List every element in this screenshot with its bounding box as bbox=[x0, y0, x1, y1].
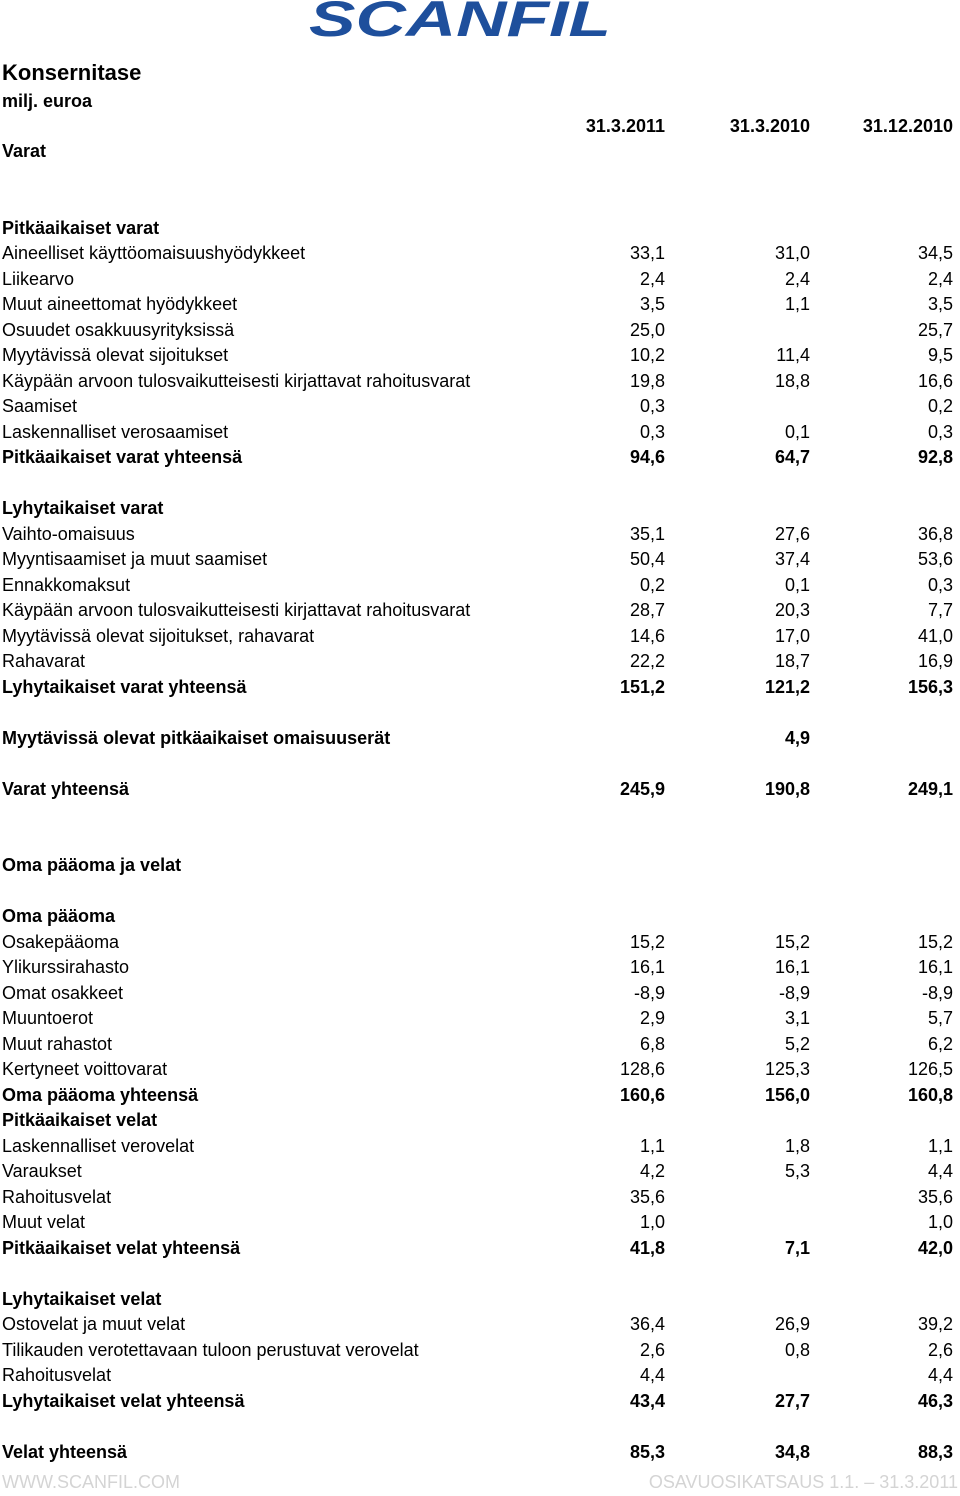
row-value: 0,3 bbox=[639, 421, 665, 442]
row-label: Tilikauden verotettavaan tuloon perustuvat verovelat bbox=[2, 1339, 419, 1360]
row-label: Osuudet osakkuusyrityksissä bbox=[2, 319, 235, 340]
row-label: Rahoitusvelat bbox=[2, 1365, 112, 1385]
row-label: Lyhytaikaiset varat yhteensä bbox=[2, 676, 247, 697]
row-value: 46,3 bbox=[917, 1390, 953, 1411]
row-value: 16,6 bbox=[917, 370, 953, 391]
row-value: 25,0 bbox=[629, 319, 665, 340]
row-value: 25,7 bbox=[917, 319, 953, 340]
row-value: 15,2 bbox=[917, 931, 953, 952]
row-label: Rahoitusvelat bbox=[2, 1186, 112, 1207]
row-value: 27,6 bbox=[774, 523, 810, 544]
table-row-spacer bbox=[0, 1261, 960, 1287]
row-value: 0,2 bbox=[639, 574, 665, 595]
table-row bbox=[0, 1134, 960, 1160]
table-row bbox=[0, 369, 960, 395]
row-value: 2,4 bbox=[639, 268, 665, 289]
table-row-heading bbox=[0, 726, 960, 752]
row-label: Saamiset bbox=[2, 396, 78, 416]
row-label: Myytävissä olevat sijoitukset, rahavarat bbox=[2, 625, 315, 646]
row-value: 2,4 bbox=[784, 268, 810, 289]
row-label: Laskennalliset verosaamiset bbox=[2, 421, 229, 442]
table-row-heading bbox=[0, 1389, 960, 1415]
row-value: 1,8 bbox=[784, 1135, 810, 1156]
table-row-heading bbox=[0, 1108, 960, 1134]
row-value: 6,2 bbox=[927, 1033, 953, 1054]
table-row-heading bbox=[0, 1083, 960, 1109]
row-value: 18,8 bbox=[774, 370, 810, 391]
table-row-heading bbox=[0, 1287, 960, 1313]
table-row bbox=[0, 930, 960, 956]
row-value: 2,6 bbox=[639, 1339, 665, 1360]
row-value: -8,9 bbox=[921, 982, 953, 1003]
row-label: Pitkäaikaiset varat bbox=[2, 217, 160, 238]
table-row bbox=[0, 649, 960, 675]
table-row bbox=[0, 1159, 960, 1185]
row-label: Lyhytaikaiset velat yhteensä bbox=[2, 1390, 245, 1411]
table-row-heading bbox=[0, 1236, 960, 1262]
row-value: 42,0 bbox=[917, 1237, 953, 1258]
table-row-spacer bbox=[0, 879, 960, 905]
column-header-31-3-2010: 31.3.2010 bbox=[729, 116, 810, 136]
row-value: 16,1 bbox=[774, 957, 810, 977]
row-value: 4,9 bbox=[784, 727, 810, 748]
table-row bbox=[0, 1363, 960, 1389]
row-value: 53,6 bbox=[917, 549, 953, 569]
row-value: 27,7 bbox=[774, 1390, 810, 1411]
table-row bbox=[0, 267, 960, 293]
row-label: Käypään arvoon tulosvaikutteisesti kirjattavat rahoitusvarat bbox=[2, 600, 471, 620]
footer-report-title: OSAVUOSIKATSAUS 1.1. – 31.3.2011 bbox=[648, 1472, 958, 1492]
row-value: 37,4 bbox=[774, 549, 810, 569]
table-row-spacer bbox=[0, 700, 960, 726]
row-value: 160,6 bbox=[619, 1084, 665, 1105]
row-value: 3,5 bbox=[639, 294, 665, 314]
row-label: Oma pääoma bbox=[2, 906, 116, 926]
row-value: 1,0 bbox=[639, 1212, 665, 1232]
row-value: 85,3 bbox=[629, 1441, 665, 1462]
row-value: 92,8 bbox=[917, 447, 953, 467]
table-row-heading bbox=[0, 675, 960, 701]
row-value: 31,0 bbox=[774, 243, 810, 263]
row-label: Varat yhteensä bbox=[2, 778, 130, 799]
table-row-heading bbox=[0, 496, 960, 522]
table-row bbox=[0, 624, 960, 650]
row-label: Laskennalliset verovelat bbox=[2, 1135, 195, 1156]
row-label: Muut rahastot bbox=[2, 1033, 113, 1054]
row-value: 156,0 bbox=[764, 1084, 810, 1105]
row-label: Lyhytaikaiset varat bbox=[2, 498, 164, 518]
row-value: 15,2 bbox=[774, 931, 810, 952]
row-value: 33,1 bbox=[629, 243, 665, 263]
table-row bbox=[0, 241, 960, 267]
row-value: 128,6 bbox=[619, 1059, 665, 1079]
row-value: 1,1 bbox=[927, 1135, 953, 1156]
balance-sheet-table bbox=[0, 190, 960, 1465]
table-row bbox=[0, 1006, 960, 1032]
table-row-spacer bbox=[0, 802, 960, 828]
row-label: Lyhytaikaiset velat bbox=[2, 1288, 162, 1309]
row-value: 151,2 bbox=[619, 676, 665, 697]
table-row bbox=[0, 343, 960, 369]
table-row bbox=[0, 598, 960, 624]
row-label: Oma pääoma ja velat bbox=[2, 855, 182, 875]
row-label: Pitkäaikaiset velat bbox=[2, 1110, 158, 1130]
row-value: 121,2 bbox=[764, 676, 810, 697]
row-value: 41,0 bbox=[917, 625, 953, 646]
row-value: 19,8 bbox=[629, 370, 665, 391]
table-row-heading bbox=[0, 853, 960, 879]
row-value: 14,6 bbox=[629, 625, 665, 646]
table-row bbox=[0, 420, 960, 446]
table-row-heading bbox=[0, 777, 960, 803]
row-label: Ennakkomaksut bbox=[2, 574, 131, 595]
table-row-heading bbox=[0, 445, 960, 471]
row-value: 0,8 bbox=[784, 1339, 810, 1360]
table-row-spacer bbox=[0, 471, 960, 497]
row-value: 2,9 bbox=[639, 1008, 665, 1028]
row-label: Pitkäaikaiset velat yhteensä bbox=[2, 1237, 241, 1258]
row-label: Kertyneet voittovarat bbox=[2, 1059, 168, 1079]
row-value: 10,2 bbox=[629, 345, 665, 365]
row-value: 0,1 bbox=[784, 574, 810, 595]
row-value: 5,2 bbox=[784, 1033, 810, 1054]
row-label: Muut velat bbox=[2, 1212, 86, 1232]
row-value: 2,6 bbox=[927, 1339, 953, 1360]
row-value: 64,7 bbox=[774, 447, 810, 467]
row-value: 9,5 bbox=[927, 345, 953, 365]
row-value: 36,4 bbox=[629, 1314, 665, 1334]
row-value: 126,5 bbox=[907, 1059, 953, 1079]
row-label: Liikearvo bbox=[2, 268, 75, 289]
row-value: 0,2 bbox=[927, 396, 953, 416]
row-value: 3,5 bbox=[927, 294, 953, 314]
table-row-heading bbox=[0, 904, 960, 930]
table-row bbox=[0, 1210, 960, 1236]
row-value: 16,1 bbox=[917, 957, 953, 977]
table-row bbox=[0, 318, 960, 344]
row-label: Rahavarat bbox=[2, 651, 86, 671]
row-label: Oma pääoma yhteensä bbox=[2, 1084, 199, 1105]
row-value: 1,1 bbox=[784, 294, 810, 314]
row-value: -8,9 bbox=[633, 982, 665, 1003]
row-label: Aineelliset käyttöomaisuushyödykkeet bbox=[2, 243, 306, 263]
row-value: 88,3 bbox=[917, 1441, 953, 1462]
row-label: Velat yhteensä bbox=[2, 1441, 128, 1462]
table-row-spacer bbox=[0, 828, 960, 854]
unit-label: milj. euroa bbox=[2, 91, 93, 111]
row-value: 4,2 bbox=[639, 1161, 665, 1181]
row-label: Muuntoerot bbox=[2, 1008, 94, 1028]
table-row-heading bbox=[0, 216, 960, 242]
row-value: 4,4 bbox=[639, 1365, 665, 1385]
table-row-spacer bbox=[0, 190, 960, 216]
row-value: 36,8 bbox=[917, 523, 953, 544]
row-label: Vaihto-omaisuus bbox=[2, 523, 135, 544]
row-label: Myyntisaamiset ja muut saamiset bbox=[2, 549, 268, 569]
row-value: 35,6 bbox=[917, 1186, 953, 1207]
logo-text: SCANFIL bbox=[309, 0, 611, 40]
row-value: 16,9 bbox=[917, 651, 953, 671]
row-value: 1,1 bbox=[639, 1135, 665, 1156]
row-label: Ostovelat ja muut velat bbox=[2, 1314, 186, 1334]
row-value: 50,4 bbox=[629, 549, 665, 569]
row-value: 0,1 bbox=[784, 421, 810, 442]
row-value: 249,1 bbox=[907, 778, 953, 799]
row-value: 35,1 bbox=[629, 523, 665, 544]
table-row bbox=[0, 394, 960, 420]
row-value: 0,3 bbox=[927, 421, 953, 442]
table-row-heading bbox=[0, 1440, 960, 1466]
row-value: 39,2 bbox=[917, 1314, 953, 1334]
column-header-31-3-2011: 31.3.2011 bbox=[585, 116, 665, 136]
row-value: 0,3 bbox=[639, 396, 665, 416]
row-value: 7,7 bbox=[927, 600, 953, 620]
row-value: 35,6 bbox=[629, 1186, 665, 1207]
row-value: 20,3 bbox=[774, 600, 810, 620]
row-label: Myytävissä olevat pitkäaikaiset omaisuuserät bbox=[2, 727, 391, 748]
table-row bbox=[0, 292, 960, 318]
row-value: 2,4 bbox=[927, 268, 953, 289]
row-value: 190,8 bbox=[764, 778, 810, 799]
column-header-31-12-2010: 31.12.2010 bbox=[862, 116, 953, 136]
row-value: 125,3 bbox=[764, 1059, 810, 1079]
row-value: 6,8 bbox=[639, 1033, 665, 1054]
row-value: 160,8 bbox=[907, 1084, 953, 1105]
table-row bbox=[0, 1057, 960, 1083]
scanfil-logo-mark bbox=[307, 0, 613, 40]
row-value: 1,0 bbox=[927, 1212, 953, 1232]
table-row bbox=[0, 1338, 960, 1364]
table-row bbox=[0, 955, 960, 981]
row-value: 94,6 bbox=[629, 447, 665, 467]
row-value: 156,3 bbox=[907, 676, 953, 697]
table-row-spacer bbox=[0, 1414, 960, 1440]
table-row bbox=[0, 522, 960, 548]
table-row bbox=[0, 573, 960, 599]
scanfil-logo bbox=[307, 0, 613, 40]
row-value: 11,4 bbox=[776, 345, 810, 365]
row-value: 28,7 bbox=[629, 600, 665, 620]
table-row bbox=[0, 1185, 960, 1211]
row-value: 15,2 bbox=[629, 931, 665, 952]
row-label: Omat osakkeet bbox=[2, 982, 124, 1003]
row-value: 0,3 bbox=[927, 574, 953, 595]
row-value: 16,1 bbox=[629, 957, 665, 977]
footer-website: WWW.SCANFIL.COM bbox=[2, 1472, 180, 1492]
table-row bbox=[0, 1312, 960, 1338]
row-value: 5,3 bbox=[784, 1161, 810, 1181]
row-value: 5,7 bbox=[927, 1008, 953, 1028]
row-value: 34,5 bbox=[917, 243, 953, 263]
table-row bbox=[0, 547, 960, 573]
row-value: 43,4 bbox=[629, 1390, 665, 1411]
row-label: Myytävissä olevat sijoitukset bbox=[2, 345, 229, 365]
row-value: 18,7 bbox=[774, 651, 810, 671]
row-value: 41,8 bbox=[629, 1237, 665, 1258]
row-value: 4,4 bbox=[927, 1161, 953, 1181]
row-value: 245,9 bbox=[619, 778, 665, 799]
row-value: 26,9 bbox=[774, 1314, 810, 1334]
row-label: Käypään arvoon tulosvaikutteisesti kirjattavat rahoitusvarat bbox=[2, 370, 471, 391]
row-value: 3,1 bbox=[784, 1008, 810, 1028]
row-label: Ylikurssirahasto bbox=[2, 957, 130, 977]
row-value: 22,2 bbox=[629, 651, 665, 671]
row-value: 4,4 bbox=[927, 1365, 953, 1385]
row-value: 17,0 bbox=[774, 625, 810, 646]
row-value: -8,9 bbox=[778, 982, 810, 1003]
section-title-varat: Varat bbox=[2, 141, 47, 161]
row-label: Pitkäaikaiset varat yhteensä bbox=[2, 447, 243, 467]
table-row bbox=[0, 1032, 960, 1058]
table-row bbox=[0, 981, 960, 1007]
row-label: Varaukset bbox=[2, 1161, 82, 1181]
row-value: 34,8 bbox=[774, 1441, 810, 1462]
page-title: Konsernitase bbox=[2, 60, 142, 85]
row-label: Muut aineettomat hyödykkeet bbox=[2, 294, 238, 314]
row-label: Osakepääoma bbox=[2, 931, 120, 952]
table-row-spacer bbox=[0, 751, 960, 777]
row-value: 7,1 bbox=[784, 1237, 810, 1258]
